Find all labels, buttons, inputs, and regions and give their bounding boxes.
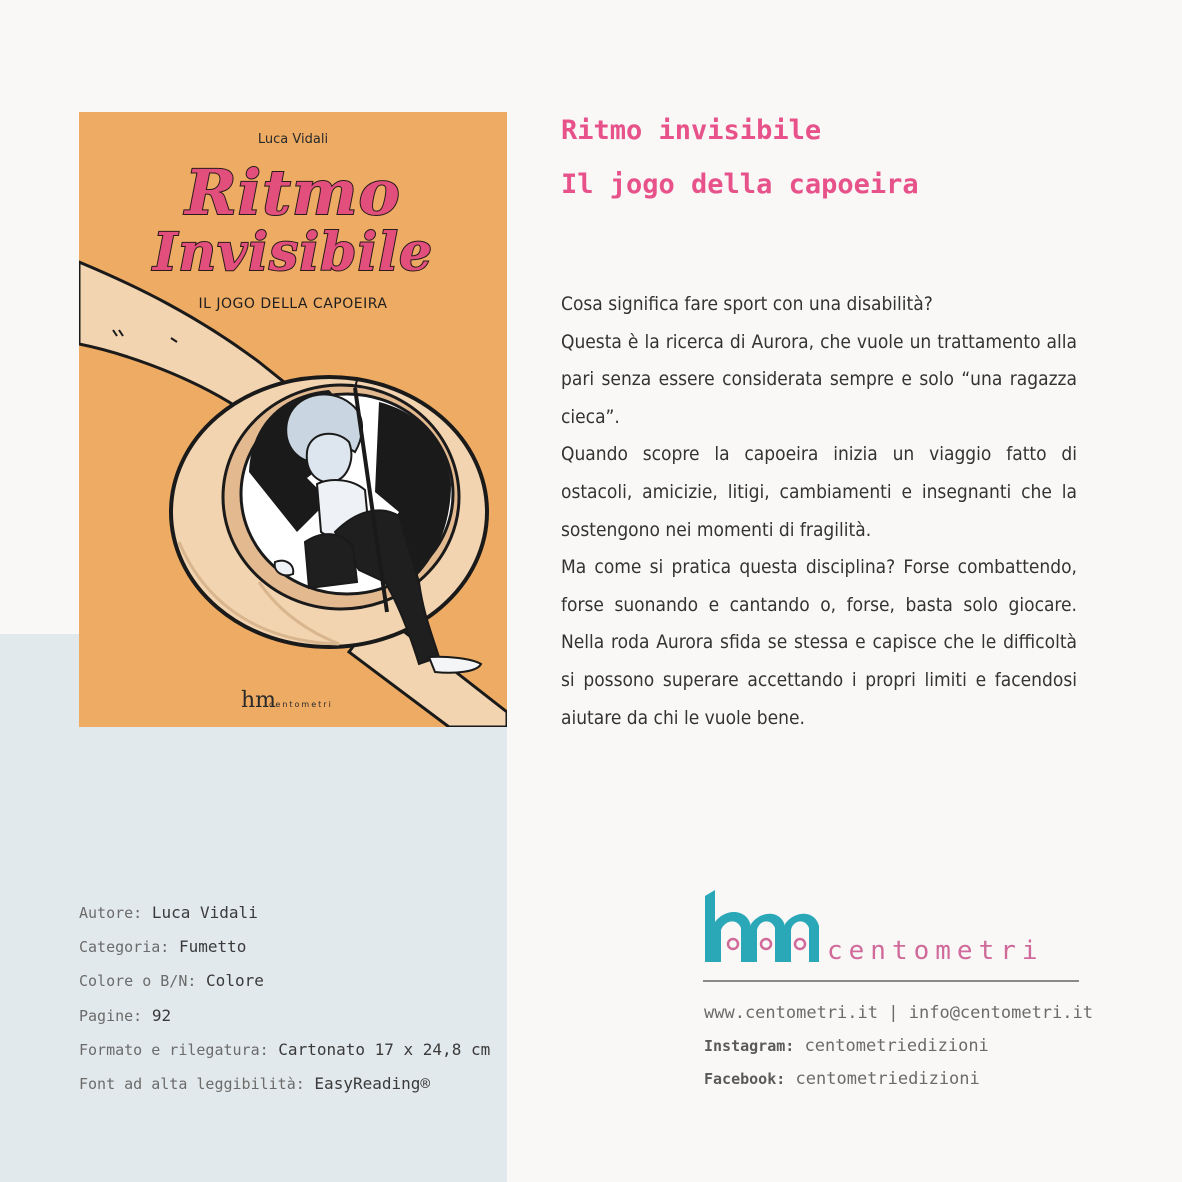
contact-facebook-row: [704, 1063, 1093, 1096]
detail-label: Font ad alta leggibilità:: [79, 1075, 305, 1094]
publisher-mark-icon: [703, 886, 823, 968]
detail-label: Colore o B/N:: [79, 972, 197, 991]
description-paragraph: Cosa significa fare sport con una disabilità?: [561, 293, 933, 315]
contact-instagram-row: [704, 1030, 1093, 1063]
description-paragraph: Questa è la ricerca di Aurora, che vuole un trattamento alla pari senza essere considerata sempre e solo “una ragazza cieca”.: [561, 330, 1077, 428]
description-paragraph: Quando scopre la capoeira inizia un viaggio fatto di ostacoli, amicizie, litigi, cambiamenti e insegnanti che la sostengono nei momenti di fragilità.: [561, 443, 1077, 541]
detail-value: Luca Vidali: [151, 903, 258, 922]
cover-subtitle: IL JOGO DELLA CAPOEIRA: [198, 296, 388, 312]
cover-title-line2: Invisibile: [152, 222, 434, 283]
facebook-label: Facebook:: [704, 1070, 786, 1089]
detail-row: [79, 896, 490, 930]
detail-row: [79, 930, 490, 964]
detail-row: [79, 1067, 490, 1101]
book-details: [79, 896, 490, 1101]
detail-row: [79, 999, 490, 1033]
publisher-logo-word: centometri: [827, 936, 1044, 966]
book-description: [561, 286, 1077, 737]
website-link[interactable]: www.centometri.it: [704, 1003, 878, 1023]
cover-publisher-mark: hm: [241, 688, 277, 713]
facebook-handle[interactable]: centometriedizioni: [795, 1069, 980, 1090]
cover-publisher: centometri: [269, 700, 333, 709]
publisher-contacts: [704, 997, 1093, 1097]
detail-label: Autore:: [79, 904, 143, 922]
book-title-line2: Il jogo della capoeira: [561, 169, 919, 200]
book-cover: [79, 112, 507, 727]
email-link[interactable]: info@centometri.it: [908, 1003, 1093, 1023]
detail-row: [79, 1033, 490, 1067]
book-title: [561, 104, 919, 212]
cover-title-line1: Ritmo: [185, 156, 401, 229]
detail-value: EasyReading®: [314, 1074, 431, 1094]
publisher-divider: [703, 980, 1079, 982]
contact-web-row: [704, 997, 1093, 1030]
detail-row: [79, 964, 490, 998]
contact-separator: |: [888, 1003, 899, 1023]
instagram-label: Instagram:: [704, 1037, 795, 1056]
cover-author: Luca Vidali: [257, 132, 329, 147]
detail-value: Colore: [206, 971, 264, 991]
detail-label: Categoria:: [79, 938, 170, 957]
book-title-line1: Ritmo invisibile: [561, 115, 822, 146]
instagram-handle[interactable]: centometriedizioni: [804, 1036, 989, 1057]
detail-label: Formato e rilegatura:: [79, 1040, 269, 1059]
detail-value: Fumetto: [178, 937, 247, 957]
detail-label: Pagine:: [79, 1006, 143, 1025]
detail-value: Cartonato 17 x 24,8 cm: [278, 1039, 491, 1059]
description-paragraph: Ma come si pratica questa disciplina? Forse combattendo, forse suonando e cantando o, forse, basta solo giocare. Nella roda Aurora sfida se stessa e capisce che le difficoltà si possono superare accettando i propri limiti e facendosi aiutare da chi le vuole bene.: [561, 556, 1077, 729]
publisher-logo: [703, 886, 1079, 982]
detail-value: 92: [151, 1005, 172, 1025]
